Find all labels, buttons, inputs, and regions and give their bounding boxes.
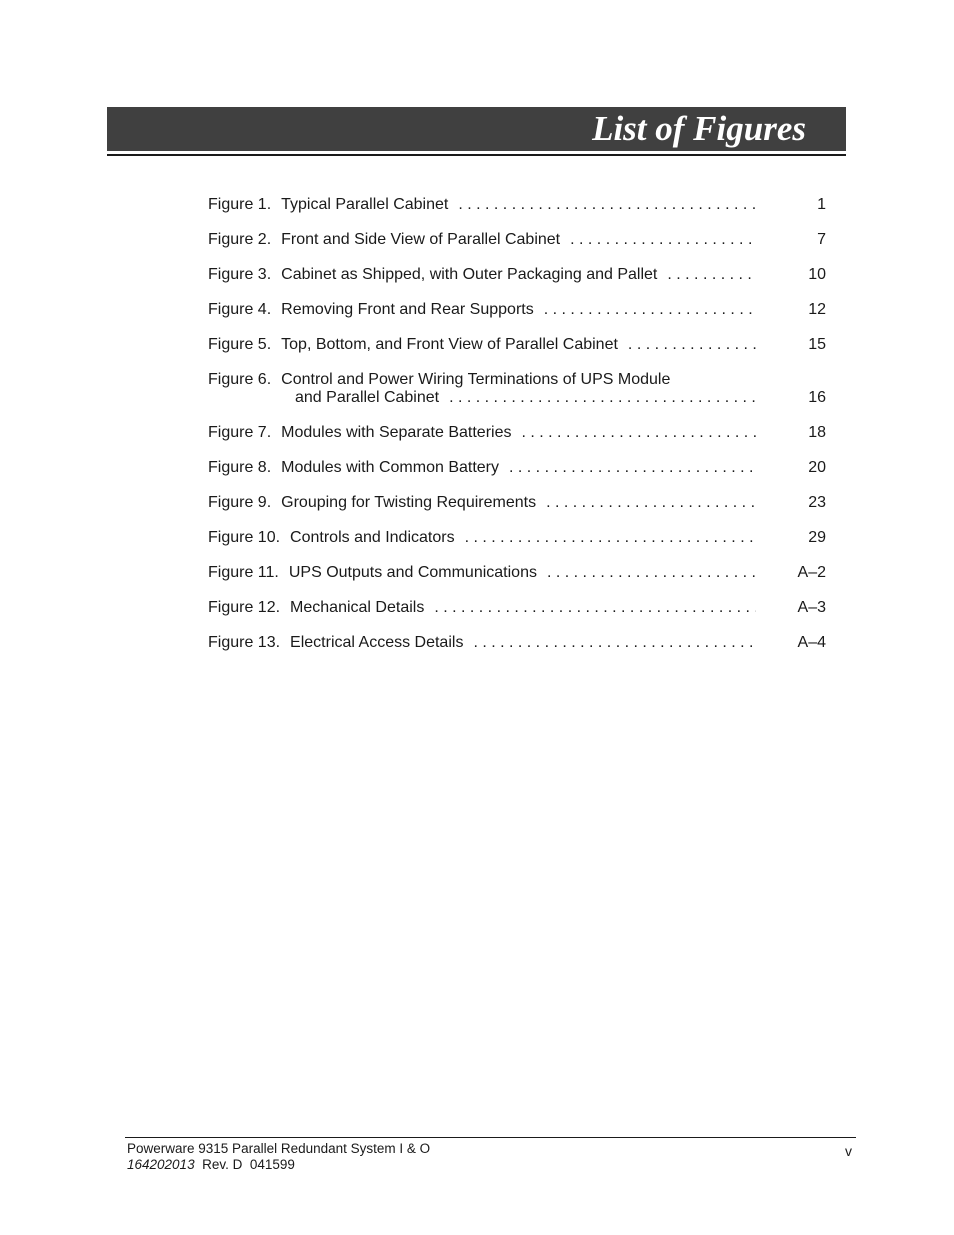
- figure-caption: Removing Front and Rear Supports: [281, 301, 534, 318]
- toc-entry-figure-4[interactable]: [208, 301, 826, 319]
- footer-revision: Rev. D 041599: [202, 1157, 295, 1172]
- figure-caption: Modules with Common Battery: [281, 459, 499, 476]
- toc-entry-figure-13[interactable]: [208, 634, 826, 652]
- dot-leader: [570, 231, 756, 249]
- figure-caption: Electrical Access Details: [290, 634, 464, 651]
- figure-label: Figure 3.: [208, 266, 272, 283]
- figure-label: Figure 2.: [208, 231, 272, 248]
- figure-caption-continued: and Parallel Cabinet: [295, 389, 440, 406]
- figure-label: Figure 5.: [208, 336, 272, 353]
- figure-label: Figure 1.: [208, 196, 272, 213]
- footer-doc-number: 164202013: [127, 1157, 195, 1172]
- dot-leader: [458, 196, 756, 214]
- toc-entry-figure-10[interactable]: [208, 529, 826, 547]
- toc-entry-figure-6[interactable]: [208, 371, 826, 407]
- figure-label: Figure 7.: [208, 424, 272, 441]
- dot-leader: [521, 424, 756, 442]
- page-number: 18: [808, 424, 826, 441]
- figure-caption: Cabinet as Shipped, with Outer Packaging and Pallet: [281, 266, 658, 283]
- title-band: [107, 107, 846, 151]
- toc-entry-figure-12[interactable]: [208, 599, 826, 617]
- page-number: A–3: [797, 599, 826, 616]
- figure-caption: UPS Outputs and Communications: [288, 564, 537, 581]
- figure-label: Figure 12.: [208, 599, 281, 616]
- page-number: 29: [808, 529, 826, 546]
- page-number: 7: [817, 231, 826, 248]
- dot-leader: [544, 301, 756, 319]
- figure-caption: Control and Power Wiring Terminations of UPS Module: [281, 371, 671, 388]
- figure-label: Figure 8.: [208, 459, 272, 476]
- footer-rule: [125, 1137, 856, 1138]
- figure-label: Figure 4.: [208, 301, 272, 318]
- toc-entry-figure-3[interactable]: [208, 266, 826, 284]
- toc-entry-figure-2[interactable]: [208, 231, 826, 249]
- figure-caption: Top, Bottom, and Front View of Parallel Cabinet: [281, 336, 618, 353]
- figure-label: Figure 11.: [208, 564, 279, 581]
- page-number: 1: [817, 196, 826, 213]
- page-title: List of Figures: [592, 109, 806, 148]
- footer-revision-line: [127, 1157, 430, 1173]
- page-number: 15: [808, 336, 826, 353]
- dot-leader: [667, 266, 756, 284]
- footer-page-number: v: [845, 1143, 852, 1159]
- toc-entry-figure-7[interactable]: [208, 424, 826, 442]
- dot-leader: [547, 564, 756, 582]
- toc-entry-figure-5[interactable]: [208, 336, 826, 354]
- figure-caption: Modules with Separate Batteries: [281, 424, 512, 441]
- figure-list: [208, 196, 826, 669]
- figure-caption: Front and Side View of Parallel Cabinet: [281, 231, 561, 248]
- toc-entry-figure-9[interactable]: [208, 494, 826, 512]
- dot-leader: [449, 389, 756, 407]
- dot-leader: [465, 529, 756, 547]
- page-number: 12: [808, 301, 826, 318]
- footer-info: [127, 1141, 430, 1173]
- page-number: A–4: [797, 634, 826, 651]
- dot-leader: [546, 494, 756, 512]
- figure-label: Figure 10.: [208, 529, 281, 546]
- toc-entry-figure-11[interactable]: [208, 564, 826, 582]
- figure-caption: Typical Parallel Cabinet: [281, 196, 449, 213]
- figure-label: Figure 13.: [208, 634, 281, 651]
- toc-entry-figure-1[interactable]: [208, 196, 826, 214]
- page-number: 20: [808, 459, 826, 476]
- page-number: 23: [808, 494, 826, 511]
- footer-product: Powerware 9315 Parallel Redundant System I & O: [127, 1141, 431, 1156]
- dot-leader: [473, 634, 756, 652]
- toc-entry-figure-8[interactable]: [208, 459, 826, 477]
- dot-leader: [628, 336, 756, 354]
- page-number: 10: [808, 266, 826, 283]
- dot-leader: [434, 599, 756, 617]
- figure-caption: Mechanical Details: [290, 599, 425, 616]
- title-rule: [107, 154, 846, 156]
- figure-caption: Grouping for Twisting Requirements: [281, 494, 537, 511]
- figure-label: Figure 6.: [208, 371, 272, 388]
- page-number: 16: [808, 389, 826, 406]
- dot-leader: [509, 459, 756, 477]
- figure-caption: Controls and Indicators: [290, 529, 455, 546]
- figure-label: Figure 9.: [208, 494, 272, 511]
- page-number: A–2: [797, 564, 826, 581]
